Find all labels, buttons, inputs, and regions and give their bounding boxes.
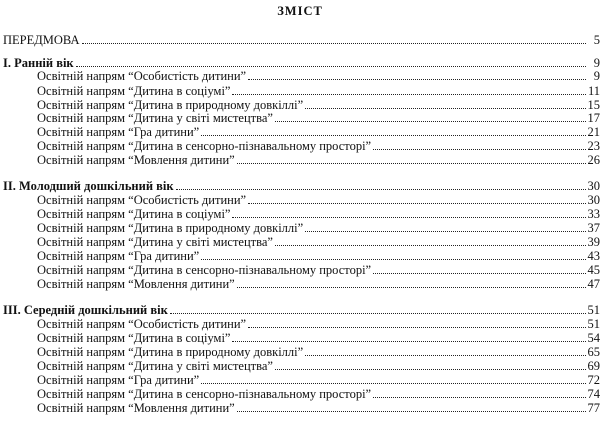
toc-entry	[0, 69, 600, 83]
toc-entry	[0, 153, 600, 167]
dot-leader	[305, 108, 585, 109]
toc-entry-label: Освітній напрям “Дитина у світі мистецтва”	[37, 235, 273, 249]
toc-page-number: 43	[587, 249, 600, 263]
page-title: ЗМІСТ	[277, 4, 323, 18]
toc-page-number: 23	[587, 139, 600, 153]
toc-entry	[0, 111, 600, 125]
toc-entry	[0, 125, 600, 139]
dot-leader	[76, 66, 586, 67]
dot-leader	[237, 287, 586, 288]
toc-page-number: 72	[587, 373, 600, 387]
toc-entry	[0, 277, 600, 291]
dot-leader	[248, 203, 585, 204]
toc-entry-label: II. Молодший дошкільний вік	[3, 178, 174, 193]
toc-entry-label: Освітній напрям “Гра дитини”	[37, 373, 200, 387]
toc-entry	[0, 84, 600, 98]
toc-page-number: 47	[587, 277, 600, 291]
toc-entry-label: Освітній напрям “Особистість дитини”	[37, 193, 247, 207]
toc-entry	[0, 263, 600, 277]
toc-page-number: 65	[587, 345, 600, 359]
toc-entry	[0, 193, 600, 207]
toc-page-number: 39	[587, 235, 600, 249]
dot-leader	[373, 397, 585, 398]
toc-section	[0, 56, 600, 70]
toc-entry	[0, 139, 600, 153]
dot-leader	[201, 135, 585, 136]
toc-entry	[0, 401, 600, 415]
toc-entry	[0, 359, 600, 373]
toc-entry	[0, 207, 600, 221]
toc-entry	[0, 373, 600, 387]
toc-entry-label: Освітній напрям “Гра дитини”	[37, 125, 200, 139]
toc-entry	[0, 317, 600, 331]
toc-entry-label: Освітній напрям “Мовлення дитини”	[37, 277, 235, 291]
toc-page-number: 51	[587, 303, 600, 317]
dot-leader	[275, 121, 586, 122]
toc-entry-label: Освітній напрям “Гра дитини”	[37, 249, 200, 263]
dot-leader	[305, 231, 585, 232]
toc-page-number: 69	[587, 359, 600, 373]
toc-entry-label: Освітній напрям “Мовлення дитини”	[37, 153, 235, 167]
toc-preface	[0, 33, 600, 47]
dot-leader	[237, 163, 586, 164]
dot-leader	[373, 149, 585, 150]
toc-entry-label: Освітній напрям “Особистість дитини”	[37, 69, 247, 83]
toc-entry	[0, 387, 600, 401]
toc-entry-label: ПЕРЕДМОВА	[3, 33, 80, 47]
toc-page-number: 9	[593, 55, 600, 70]
toc-page-number: 30	[587, 193, 600, 207]
dot-leader	[201, 259, 585, 260]
toc-page-number: 15	[587, 97, 600, 112]
toc-page-number: 9	[593, 69, 600, 83]
dot-leader	[305, 355, 585, 356]
toc-entry	[0, 235, 600, 249]
toc-page-number: 17	[587, 111, 600, 125]
toc-page-number: 37	[587, 221, 600, 235]
toc-entry-label: Освітній напрям “Дитина у світі мистецтва”	[37, 359, 273, 373]
toc-entry	[0, 345, 600, 359]
dot-leader	[232, 94, 585, 95]
toc-entry	[0, 331, 600, 345]
toc-entry-label: Освітній напрям “Дитина в природному довкіллі”	[37, 345, 304, 359]
toc-entry	[0, 249, 600, 263]
dot-leader	[373, 273, 585, 274]
toc-entry-label: Освітній напрям “Дитина в соціумі”	[37, 83, 231, 98]
toc-entry-label: Освітній напрям “Особистість дитини”	[37, 317, 247, 331]
toc-page-number: 74	[587, 387, 600, 401]
toc-entry-label: I. Ранній вік	[3, 55, 74, 70]
toc-section	[0, 303, 600, 317]
toc-entry-label: Освітній напрям “Дитина в природному довкіллі”	[37, 221, 304, 235]
toc-entry-label: Освітній напрям “Дитина в соціумі”	[37, 331, 231, 345]
toc-entry-label: Освітній напрям “Дитина в природному довкіллі”	[37, 97, 304, 112]
dot-leader	[248, 327, 585, 328]
toc-entry-label: Освітній напрям “Дитина у світі мистецтва”	[37, 111, 273, 125]
toc-entry-label: III. Середній дошкільний вік	[3, 303, 168, 317]
toc-section	[0, 179, 600, 193]
toc-page-number: 30	[587, 178, 600, 193]
toc-entry-label: Освітній напрям “Дитина в сенсорно-пізнавальному просторі”	[37, 263, 372, 277]
dot-leader	[232, 217, 585, 218]
toc-page-number: 45	[587, 263, 600, 277]
dot-leader	[201, 383, 585, 384]
toc-page-number: 11	[587, 83, 600, 98]
toc-entry-label: Освітній напрям “Мовлення дитини”	[37, 401, 235, 415]
toc-page-number: 51	[587, 317, 600, 331]
dot-leader	[275, 245, 586, 246]
toc-entry	[0, 221, 600, 235]
dot-leader	[170, 313, 586, 314]
dot-leader	[248, 79, 586, 80]
toc-entry-label: Освітній напрям “Дитина в сенсорно-пізнавальному просторі”	[37, 387, 372, 401]
dot-leader	[275, 369, 586, 370]
toc-page-number: 77	[587, 401, 600, 415]
dot-leader	[176, 189, 586, 190]
toc-page-number: 5	[593, 33, 600, 47]
toc-page-number: 33	[587, 207, 600, 221]
toc-page-number: 21	[587, 125, 600, 139]
toc-page-number: 54	[587, 331, 600, 345]
toc-page-number: 26	[587, 153, 600, 167]
toc-entry-label: Освітній напрям “Дитина в соціумі”	[37, 207, 231, 221]
toc-entry	[0, 98, 600, 112]
dot-leader	[237, 411, 586, 412]
toc-entry-label: Освітній напрям “Дитина в сенсорно-пізнавальному просторі”	[37, 139, 372, 153]
dot-leader	[82, 43, 587, 44]
dot-leader	[232, 341, 585, 342]
